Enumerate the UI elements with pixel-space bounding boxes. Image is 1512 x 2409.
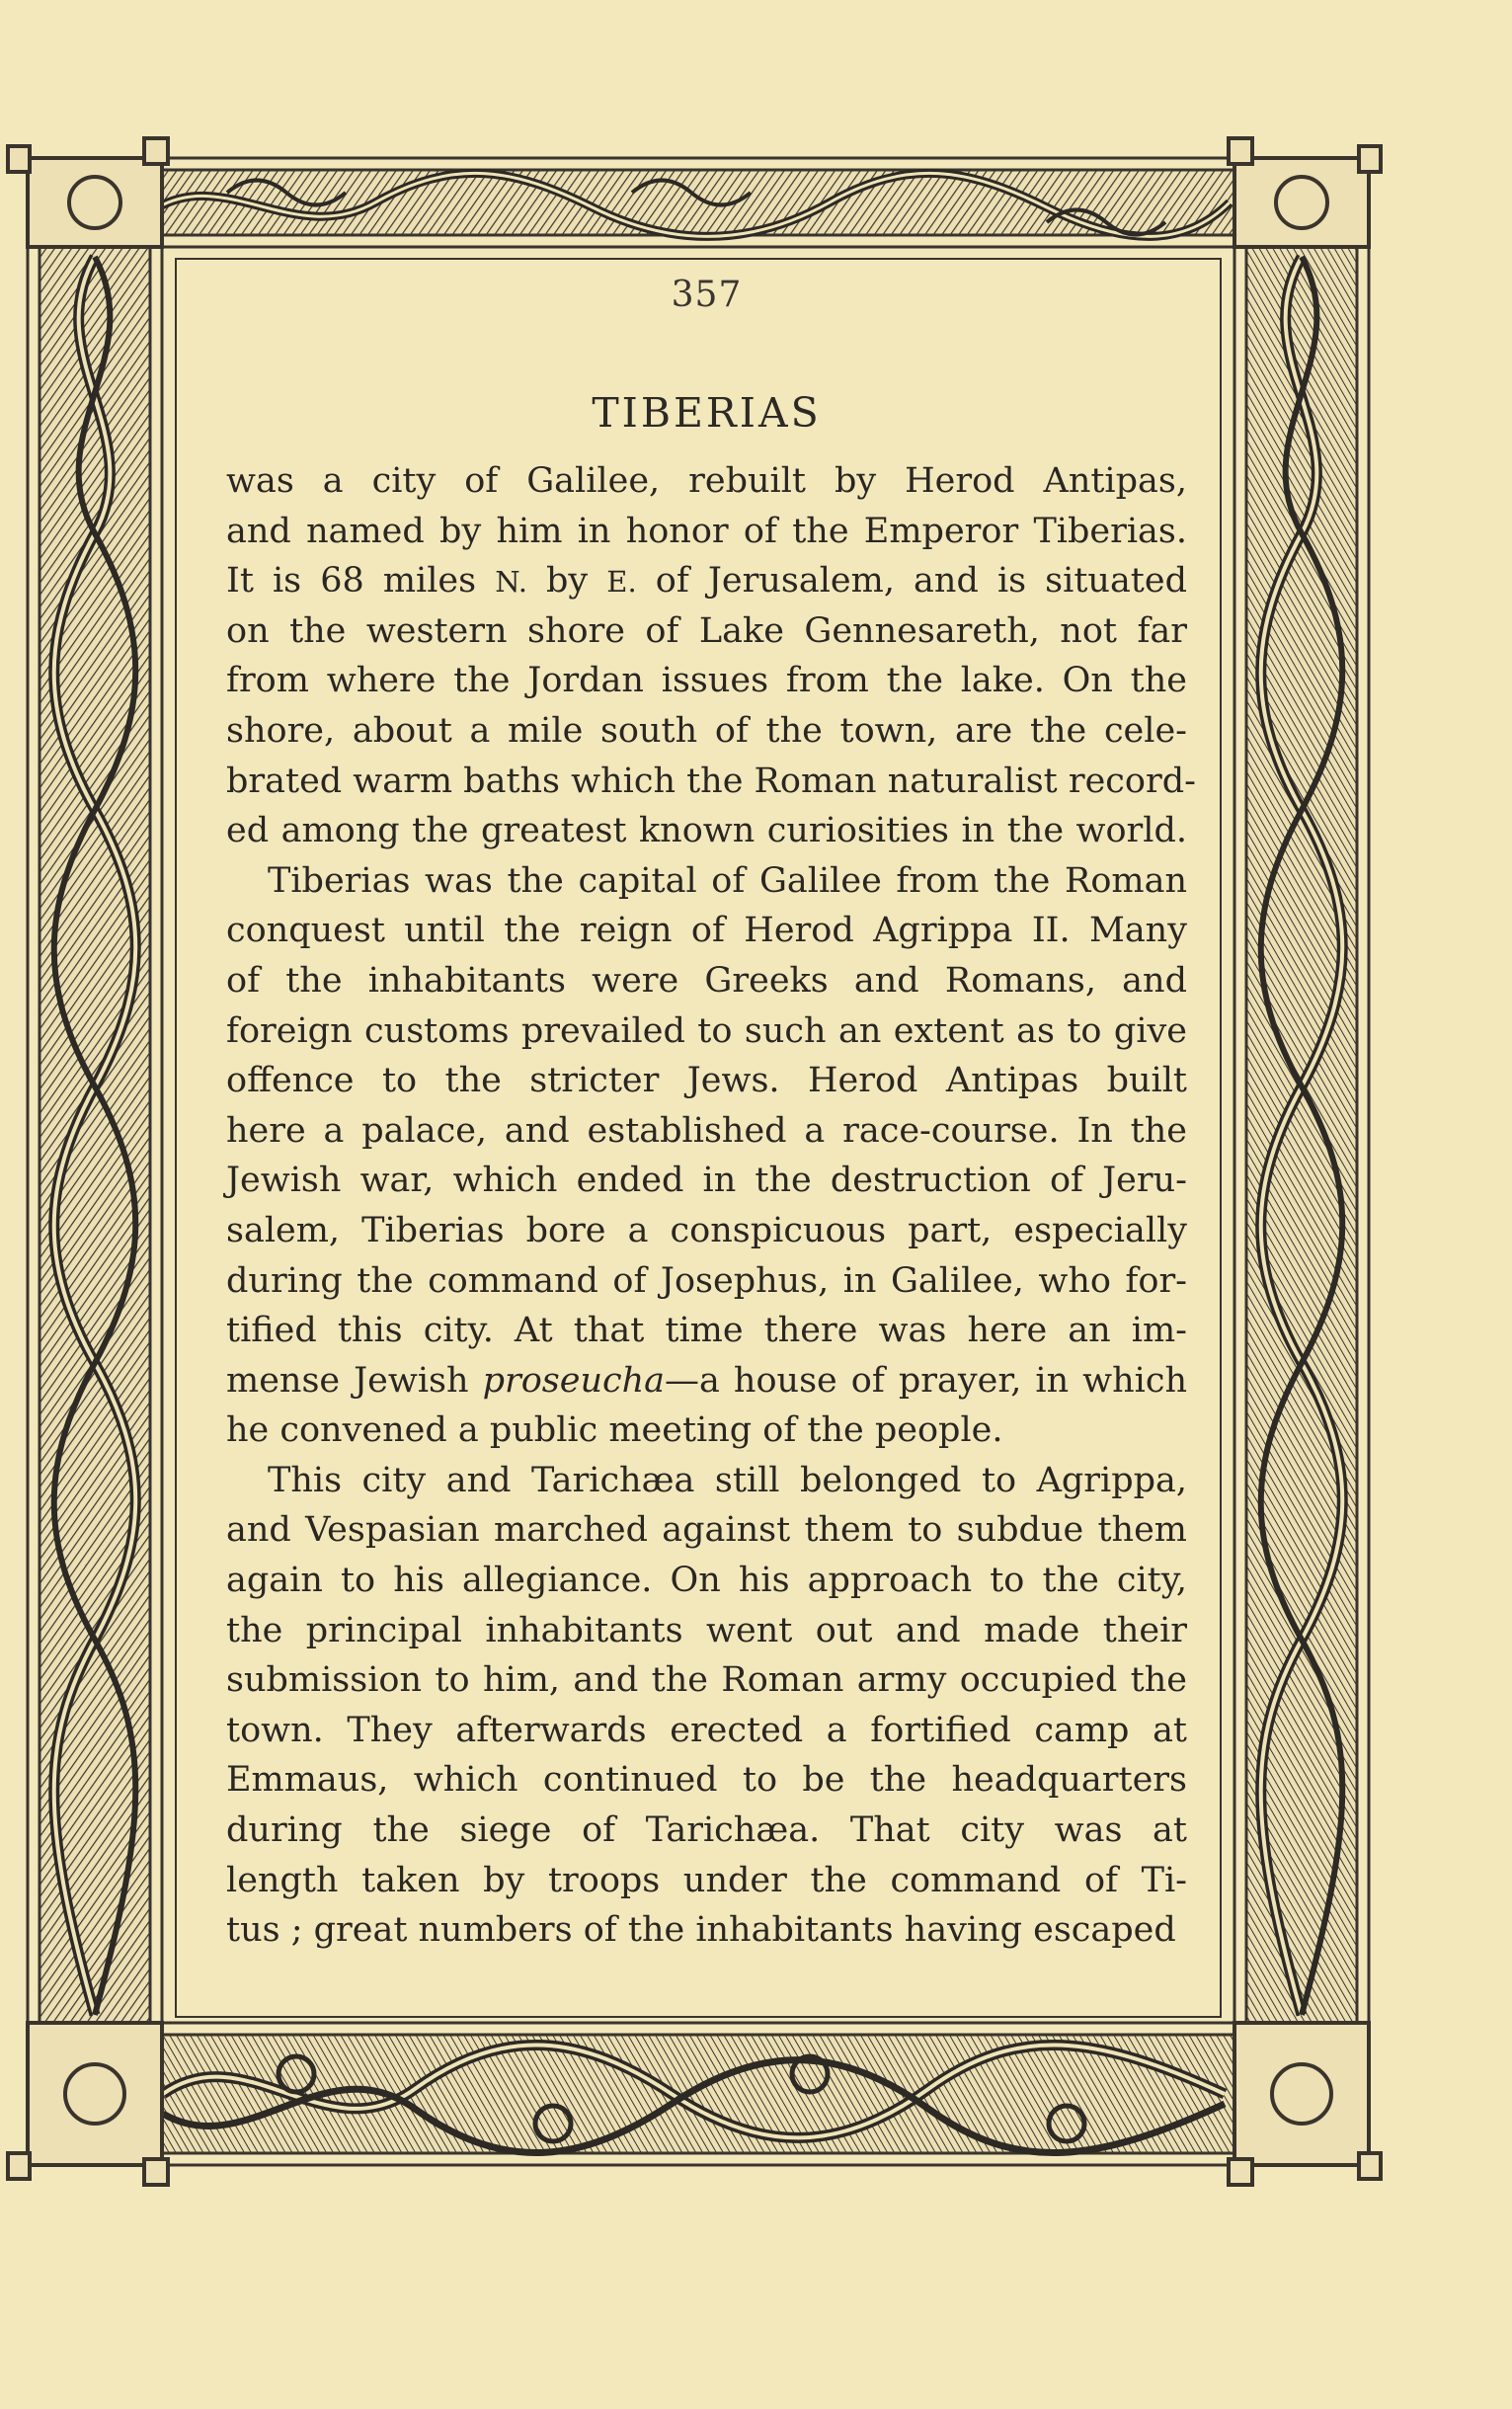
border-right — [1234, 247, 1369, 2025]
text-line: foreign customs prevailed to such an extent as to give — [226, 1010, 1187, 1051]
text-line: offence to the stricter Jews. Herod Antipas built — [226, 1061, 1187, 1101]
text-line: from where the Jordan issues from the lake. On the — [226, 661, 1187, 701]
text-line: the principal inhabitants went out and made their — [226, 1610, 1187, 1650]
text-segment: by — [526, 561, 607, 602]
text-line: conquest until the reign of Herod Agrippa II. Many — [226, 911, 1187, 951]
page-title: TIBERIAS — [592, 389, 822, 437]
text-segment: mense Jewish — [226, 1360, 483, 1401]
text-line: Jewish war, which ended in the destruction of Jeru- — [226, 1161, 1187, 1201]
text-line: again to his allegiance. On his approach to the city, — [226, 1561, 1187, 1601]
text-line: of the inhabitants were Greeks and Romans, and — [226, 960, 1187, 1001]
text-line: Emmaus, which continued to be the headquarters — [226, 1760, 1187, 1801]
text-line: salem, Tiberias bore a conspicuous part, especially — [226, 1210, 1187, 1250]
text-line — [226, 556, 1187, 606]
text-line: he convened a public meeting of the people. — [226, 1410, 1003, 1451]
text-line: length taken by troops under the command of Ti- — [226, 1860, 1187, 1900]
text-line: town. They afterwards erected a fortified camp at — [226, 1710, 1187, 1750]
text-line: This city and Tarichæa still belonged to Agrippa, — [268, 1460, 1187, 1500]
border-top — [150, 158, 1236, 247]
text-line: Tiberias was the capital of Galilee from the Roman — [268, 860, 1187, 901]
text-line: ed among the greatest known curiosities in the world. — [226, 811, 1187, 851]
text-line: was a city of Galilee, rebuilt by Herod Antipas, — [226, 461, 1187, 501]
text-segment: E. — [606, 565, 637, 600]
text-line: shore, about a mile south of the town, are the cele- — [226, 710, 1187, 751]
text-segment: N. — [495, 565, 527, 600]
text-line: tus ; great numbers of the inhabitants having escaped — [226, 1910, 1176, 1951]
border-left — [28, 247, 162, 2025]
text-segment: —a house of prayer, in which — [665, 1360, 1187, 1401]
page-number: 357 — [671, 275, 743, 315]
text-line: on the western shore of Lake Gennesareth, not far — [226, 610, 1187, 651]
text-line: and named by him in honor of the Emperor Tiberias. — [226, 511, 1187, 551]
body-text — [226, 456, 1196, 1956]
page-content — [226, 259, 1196, 1987]
text-line — [226, 1356, 1187, 1406]
text-line: submission to him, and the Roman army occupied the — [226, 1660, 1187, 1701]
text-line: during the command of Josephus, in Galilee, who for- — [226, 1260, 1187, 1301]
text-line: tified this city. At that time there was here an im- — [226, 1311, 1187, 1351]
text-segment: proseucha — [482, 1360, 666, 1401]
text-line: here a palace, and established a race-course. In the — [226, 1110, 1187, 1151]
text-line: brated warm baths which the Roman naturalist record- — [226, 761, 1196, 801]
text-segment: of Jerusalem, and is situated — [636, 561, 1187, 602]
text-line: during the siege of Tarichæa. That city was at — [226, 1810, 1187, 1851]
text-line: and Vespasian marched against them to subdue them — [226, 1510, 1187, 1551]
border-bottom — [150, 2023, 1236, 2165]
text-segment: It is 68 miles — [226, 561, 496, 602]
